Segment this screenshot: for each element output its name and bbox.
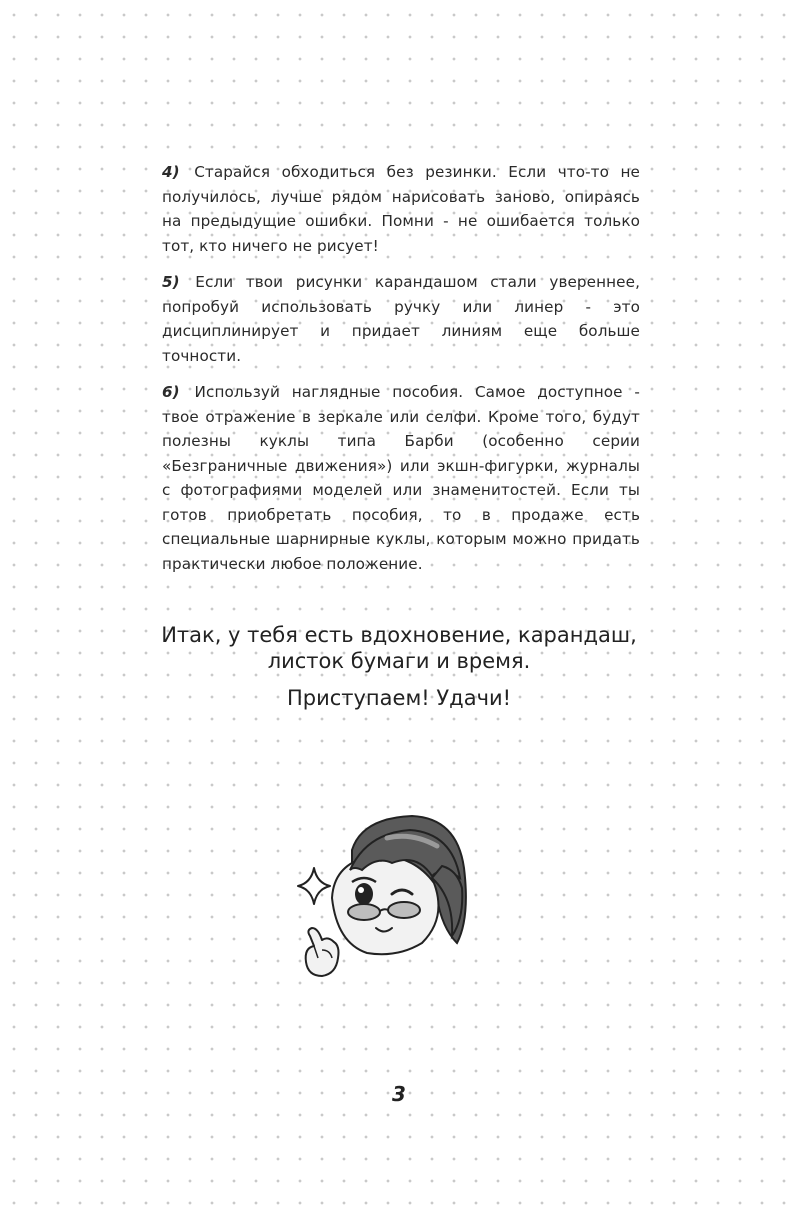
sparkle-icon xyxy=(298,868,330,904)
tip-number: 4) xyxy=(162,163,180,181)
chibi-girl-with-glasses-winking-icon xyxy=(292,808,492,998)
tips-section xyxy=(162,160,640,588)
tip-number: 6) xyxy=(162,383,180,401)
page-number: 3 xyxy=(392,1082,406,1106)
closing-cta: Приступаем! Удачи! xyxy=(286,686,512,710)
tip-number: 5) xyxy=(162,273,180,291)
closing-line-2: листок бумаги и время. xyxy=(267,649,531,673)
tip-item xyxy=(162,380,640,576)
tip-text: Используй наглядные пособия. Самое доступное - твое отражение в зеркале или селфи. Кроме того, будут полезны куклы типа Барби (особенно серии «Безграничные движения») или экшн-фигурки, журналы с фотографиями моделей или знаменитостей. Если ты готов приобретать пособия, то в продаже есть специальные шарнирные куклы, которым можно придать практически любое положение. xyxy=(162,383,640,573)
closing-cta-block xyxy=(0,684,798,712)
tip-text: Старайся обходиться без резинки. Если что-то не получилось, лучше рядом нарисовать заново, опираясь на предыдущие ошибки. Помни - не ошибается только тот, кто ничего не рисует! xyxy=(162,163,640,255)
pointing-hand-icon xyxy=(306,928,339,976)
tip-text: Если твои рисунки карандашом стали увереннее, попробуй использовать ручку или линер - это дисциплинирует и придает линиям еще больше точности. xyxy=(162,273,640,365)
tip-item xyxy=(162,270,640,368)
closing-message xyxy=(0,622,798,674)
tip-item xyxy=(162,160,640,258)
closing-line-1: Итак, у тебя есть вдохновение, карандаш, xyxy=(161,623,637,647)
